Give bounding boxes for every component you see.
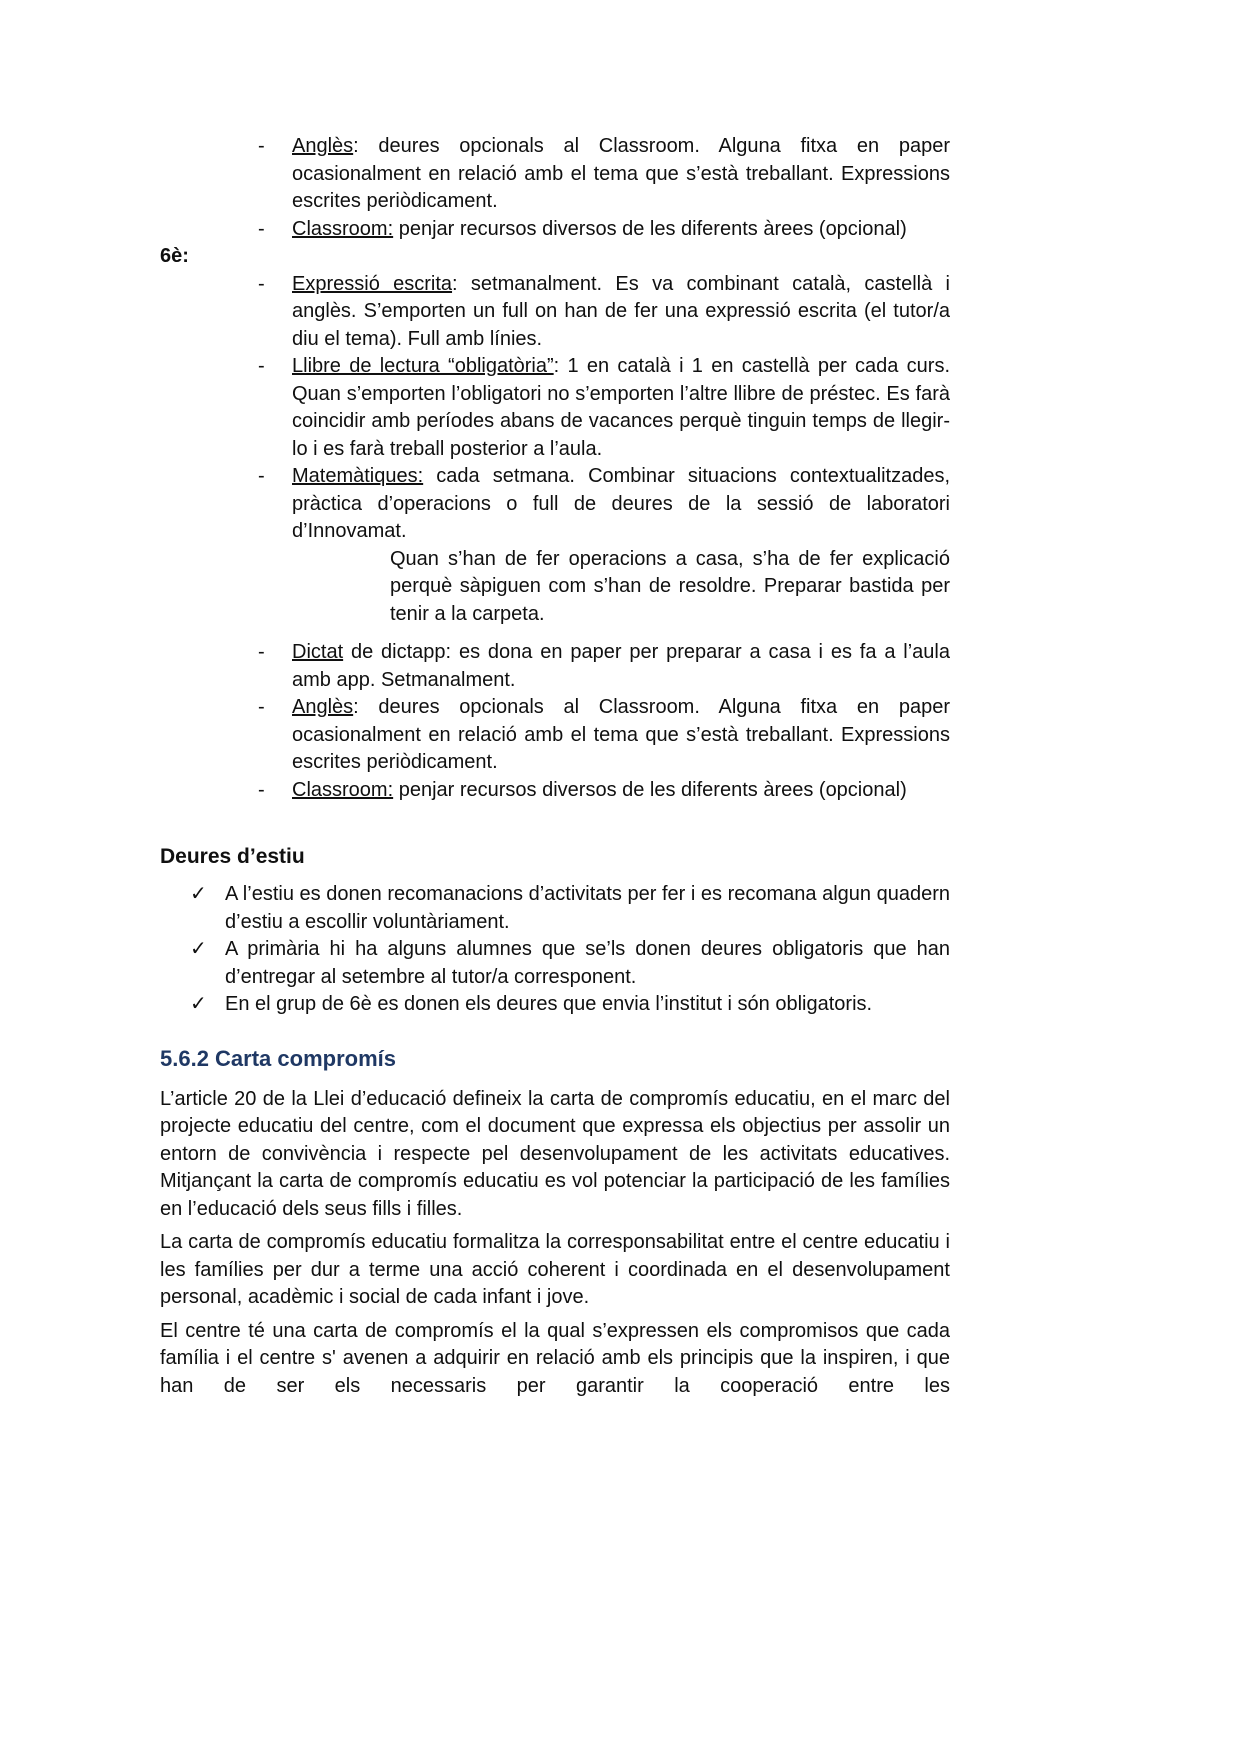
- list-item: [258, 694, 950, 777]
- body-paragraph: El centre té una carta de compromís el la qual s’expressen els compromisos que cada família i el centre s' avenen a adquirir en relació amb els principis que la inspiren, i que han de ser els necessaris per garantir la cooperació entre les: [160, 1319, 950, 1397]
- list-item: [258, 353, 950, 463]
- dash-bullet: -: [258, 641, 265, 663]
- list-item-text: [292, 777, 950, 805]
- checklist-item: [160, 991, 950, 1019]
- body-paragraph: La carta de compromís educatiu formalitza la corresponsabilitat entre el centre educatiu i les famílies per dur a terme una acció coherent i coordinada en el desenvolupament personal, acadèmic i social de cada infant i jove.: [160, 1231, 950, 1308]
- subject-detail: cada setmana. Combinar situacions contextualitzades, pràctica d’operacions o full de deures de la sessió de laboratori d’Innovamat.: [292, 465, 950, 542]
- dash-bullet: -: [258, 465, 265, 487]
- dash-bullet: -: [258, 135, 265, 157]
- checklist-item: [160, 936, 950, 991]
- list-item: [258, 639, 950, 694]
- list-item: [258, 271, 950, 354]
- summer-checklist: [160, 881, 950, 1019]
- dash-bullet: -: [258, 355, 265, 377]
- subject-detail: de dictapp: es dona en paper per preparar a casa i es fa a l’aula amb app. Setmanalment.: [292, 641, 950, 691]
- dash-bullet: -: [258, 272, 265, 295]
- list-item-text: [292, 216, 950, 244]
- subject-detail: : deures opcionals al Classroom. Alguna fitxa en paper ocasionalment en relació amb el tema que s’està treballant. Expressions escrites periòdicament.: [292, 696, 950, 773]
- subject-detail: penjar recursos diversos de les diferents àrees (opcional): [393, 778, 907, 801]
- dash-bullet: -: [258, 696, 265, 718]
- subject-label: Dictat: [292, 641, 344, 663]
- subject-label: Classroom:: [292, 778, 394, 801]
- subject-label: Anglès: [292, 135, 354, 157]
- body-paragraph: L’article 20 de la Llei d’educació defineix la carta de compromís educatiu, en el marc del projecte educatiu del centre, com el document que expressa els objectius per assolir un entorn de convivència i respecte pel desenvolupament de les activitats educatives. Mitjançant la carta de compromís educatiu es vol potenciar la participació de les famílies en l’educació dels seus fills i filles.: [160, 1087, 950, 1220]
- subject-detail: penjar recursos diversos de les diferents àrees (opcional): [393, 217, 907, 240]
- list-item-text: [292, 639, 950, 694]
- checkmark-icon: ✓: [190, 993, 207, 1015]
- list-item-text: [292, 353, 950, 463]
- summer-homework-heading: Deures d’estiu: [160, 845, 305, 868]
- subject-label: Classroom:: [292, 217, 394, 240]
- checklist-item: [160, 881, 950, 936]
- list-item: [258, 463, 950, 546]
- checkmark-icon: ✓: [190, 938, 207, 960]
- grade-6-heading: 6è:: [160, 245, 189, 267]
- checklist-item-text: A primària hi ha alguns alumnes que se’ls donen deures obligatoris que han d’entregar al setembre al tutor/a corresponent.: [225, 938, 950, 988]
- subject-label: Expressió escrita: [292, 272, 453, 295]
- list-item-text: [292, 694, 950, 777]
- subject-detail: : setmanalment. Es va combinant català, castellà i anglès. S’emporten un full on han de fer una expressió escrita (el tutor/a diu el tema). Full amb línies.: [292, 272, 950, 350]
- list-item: [258, 777, 950, 805]
- homework-list-continuation: [160, 133, 950, 243]
- section-heading-5-6-2: 5.6.2 Carta compromís: [160, 1045, 396, 1071]
- homework-list-6e: [160, 271, 950, 805]
- checkmark-icon: ✓: [190, 883, 207, 905]
- list-item-text: [292, 463, 950, 546]
- list-item-continuation: Quan s’han de fer operacions a casa, s’ha de fer explicació perquè sàpiguen com s’han de resoldre. Preparar bastida per tenir a la carpeta.: [390, 547, 950, 625]
- subject-label: Matemàtiques:: [292, 465, 424, 487]
- checklist-item-text: A l’estiu es donen recomanacions d’activitats per fer i es recomana algun quadern d’estiu a escollir voluntàriament.: [225, 883, 950, 933]
- list-item: [258, 133, 950, 216]
- subject-detail: : 1 en català i 1 en castellà per cada curs. Quan s’emporten l’obligatori no s’emporten l’altre llibre de préstec. Es farà coincidir amb períodes abans de vacances perquè tinguin temps de llegir-lo i es farà treball posterior a l’aula.: [292, 355, 951, 460]
- checklist-item-text: En el grup de 6è es donen els deures que envia l’institut i són obligatoris.: [225, 993, 873, 1015]
- subject-label: Llibre de lectura “obligatòria”: [292, 355, 554, 377]
- subject-label: Anglès: [292, 696, 354, 718]
- list-item-text: [292, 133, 950, 216]
- list-item: [258, 216, 950, 244]
- subject-detail: : deures opcionals al Classroom. Alguna fitxa en paper ocasionalment en relació amb el tema que s’està treballant. Expressions escrites periòdicament.: [292, 135, 950, 212]
- dash-bullet: -: [258, 778, 265, 801]
- list-item-text: [292, 271, 950, 354]
- dash-bullet: -: [258, 217, 265, 240]
